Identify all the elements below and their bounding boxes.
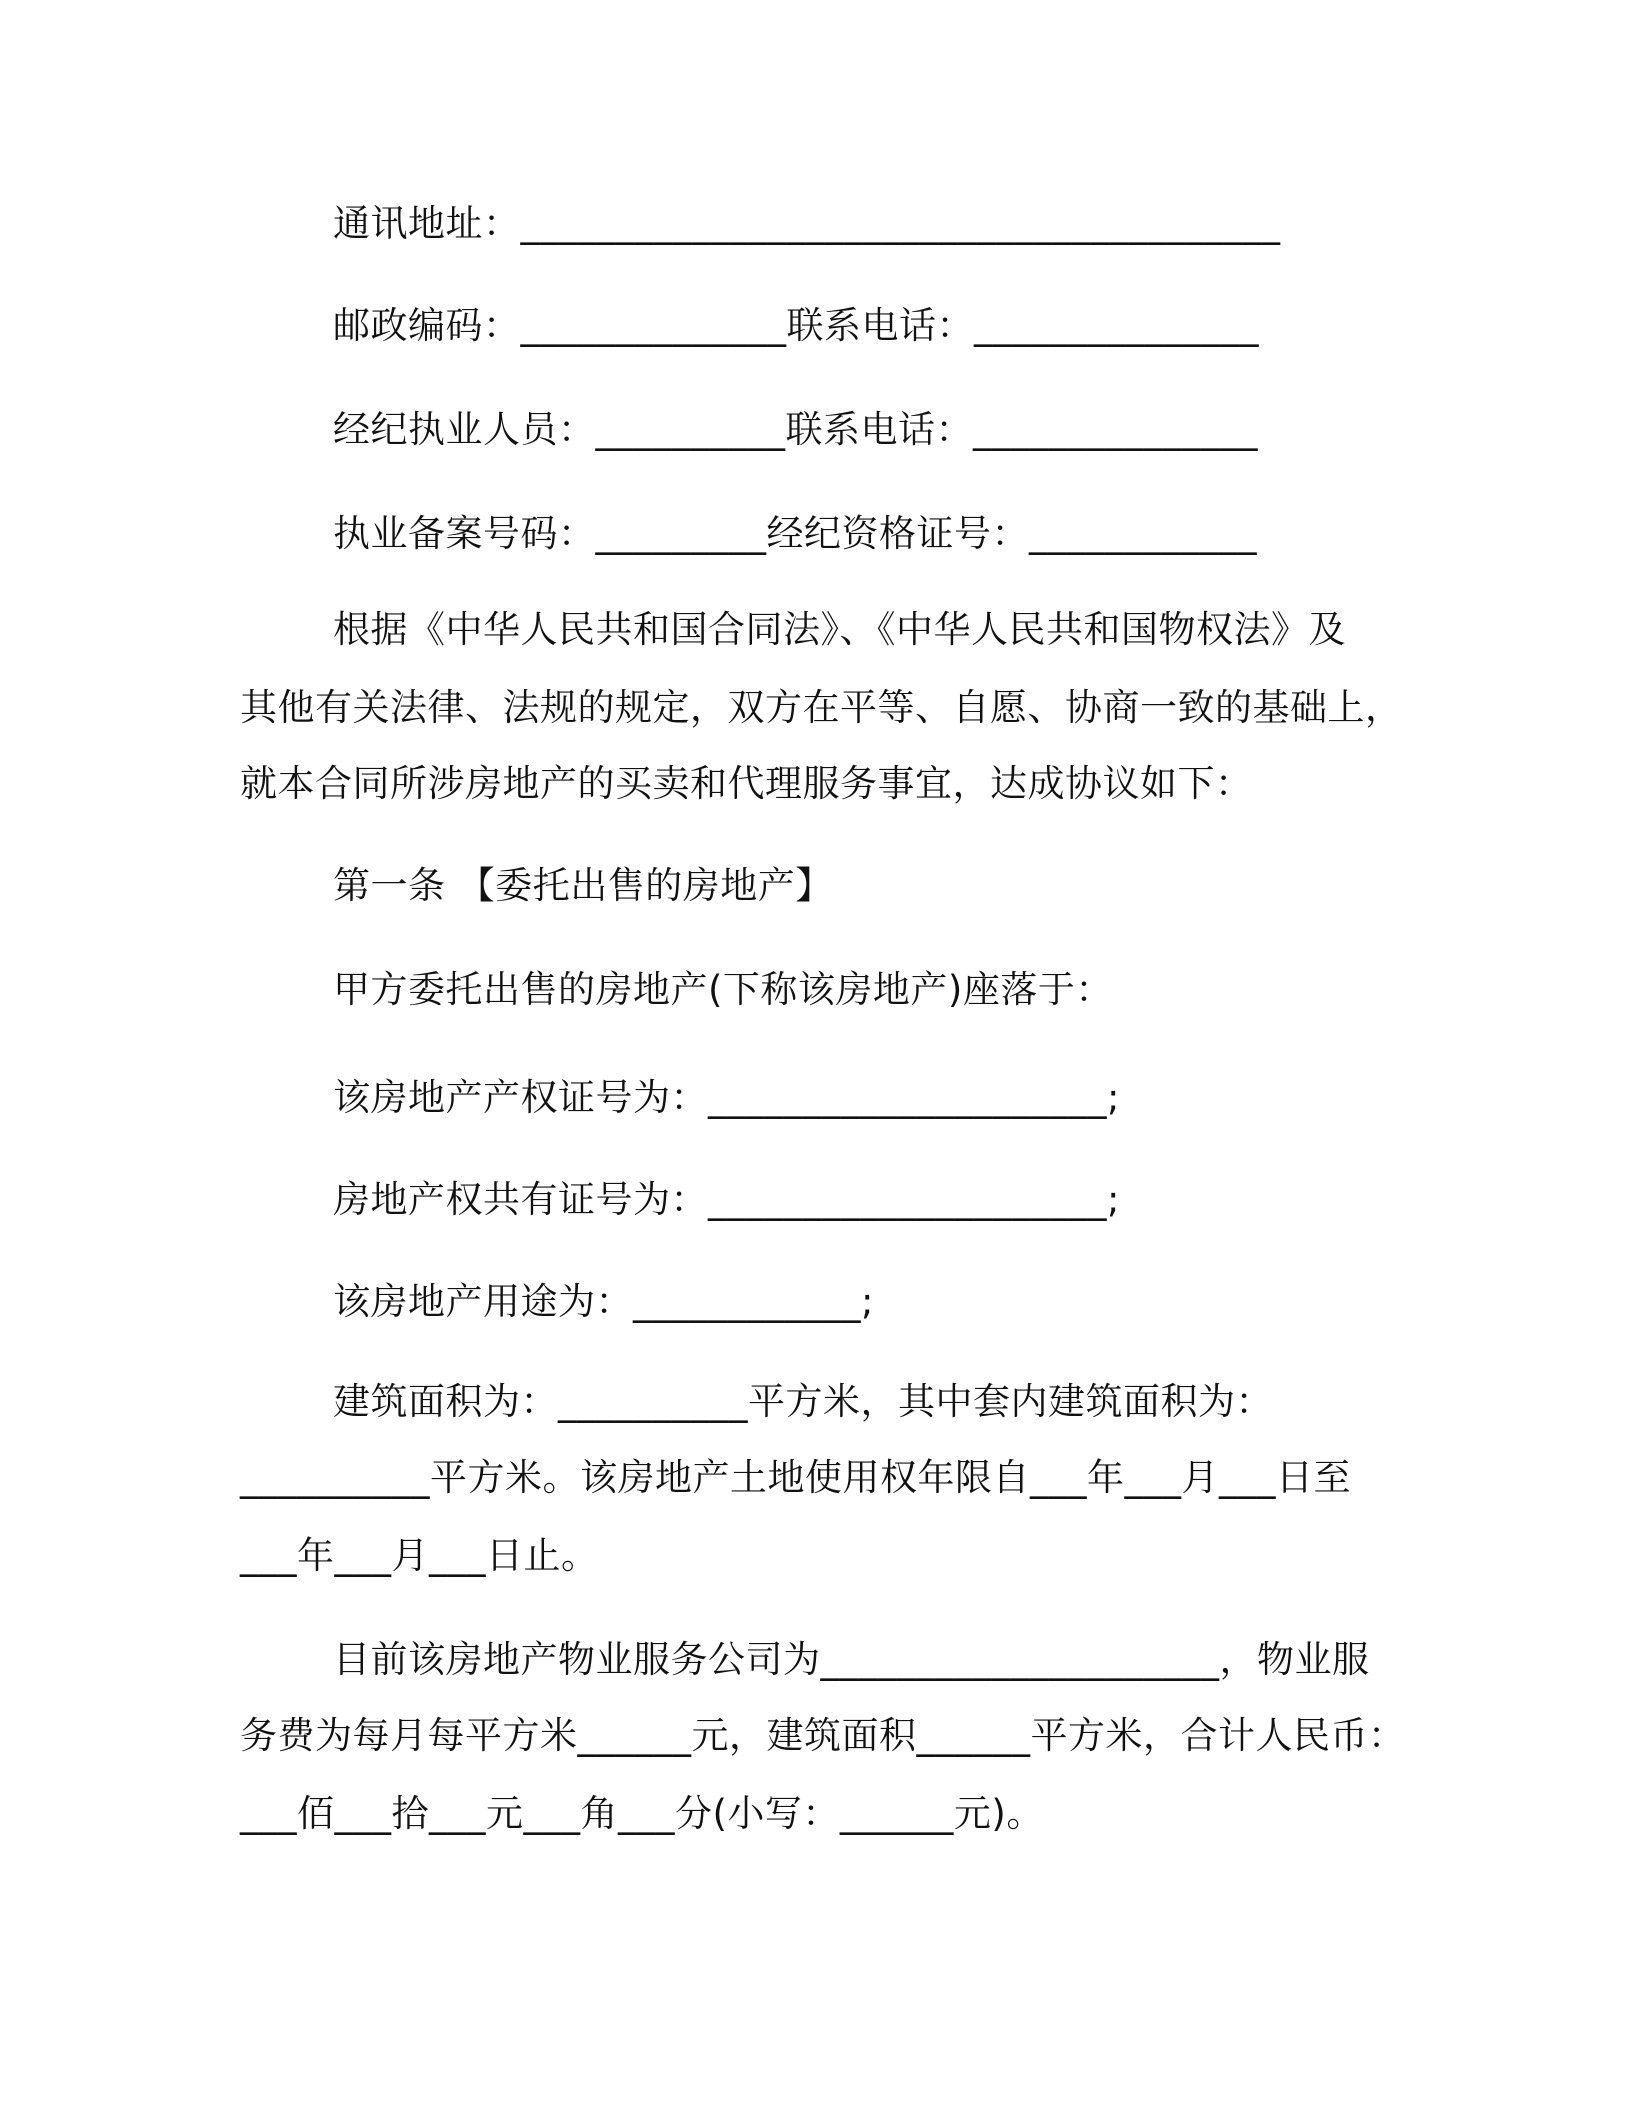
registration-certificate-line: 执业备案号码：_________经纪资格证号：____________ [333,512,1257,555]
preamble-line-2: 其他有关法律、法规的规定，双方在平等、自愿、协商一致的基础上， [240,686,1403,729]
property-use-line: 该房地产用途为：____________; [333,1280,874,1323]
preamble-line-3: 就本合同所涉房地产的买卖和代理服务事宜，达成协议如下： [240,762,1253,805]
preamble-line-1: 根据《中华人民共和国合同法》、《中华人民共和国物权法》及 [333,608,1346,651]
property-service-line-2: 务费为每月每平方米______元，建筑面积______平方米，合计人民币： [240,1714,1406,1757]
property-service-line-1: 目前该房地产物业服务公司为_____________________，物业服 [333,1638,1370,1681]
property-certificate-line: 该房地产产权证号为：_____________________; [333,1076,1120,1119]
article-one-heading: 第一条 【委托出售的房地产】 [333,864,833,907]
building-area-line-1: 建筑面积为：__________平方米，其中套内建筑面积为： [333,1380,1273,1423]
co-ownership-certificate-line: 房地产权共有证号为：_____________________; [333,1178,1120,1221]
postal-code-phone-line: 邮政编码：______________联系电话：_______________ [333,304,1259,347]
property-location-line: 甲方委托出售的房地产(下称该房地产)座落于： [333,968,1113,1011]
building-area-line-2: __________平方米。该房地产土地使用权年限自___年___月___日至 [240,1456,1351,1499]
mailing-address-line: 通讯地址：________________________________________ [333,202,1281,245]
building-area-line-3: ___年___月___日止。 [240,1534,599,1577]
property-service-line-3: ___佰___拾___元___角___分(小写：______元)。 [240,1792,1044,1835]
agent-phone-line: 经纪执业人员：__________联系电话：_______________ [333,408,1258,451]
